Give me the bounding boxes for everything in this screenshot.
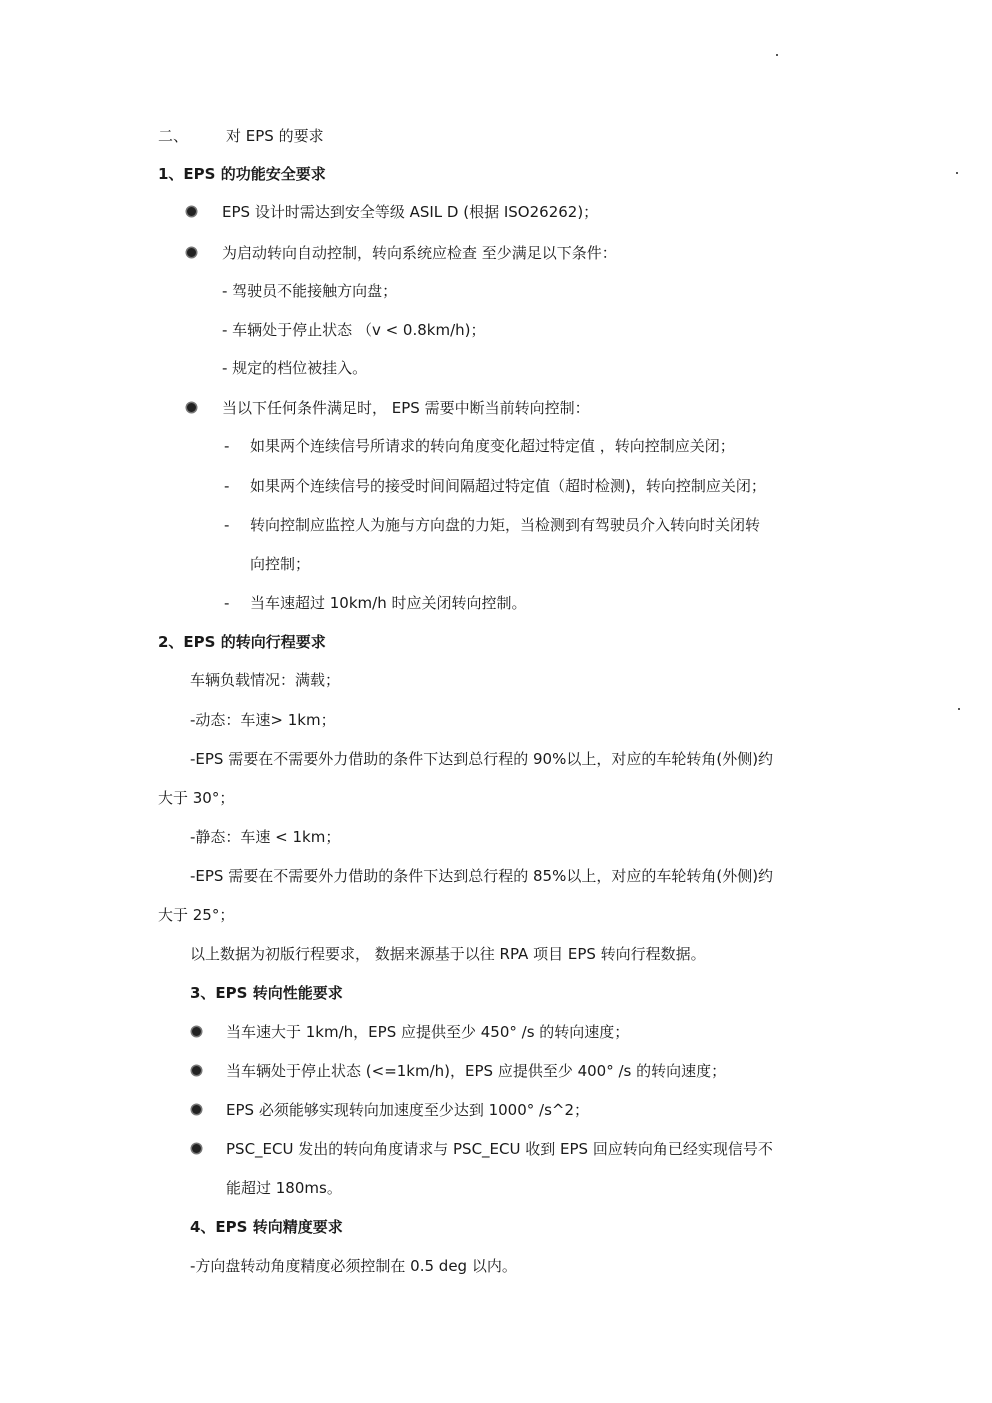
dash-marker: - [224, 477, 230, 495]
interrupt-item: 如果两个连续信号的接受时间间隔超过特定值（超时检测)，转向控制应关闭； [250, 477, 766, 495]
performance-item: EPS 必须能够实现转向加速度至少达到 1000° /s^2； [226, 1101, 590, 1119]
bullet-icon [192, 1066, 201, 1075]
performance-item: PSC_ECU 发出的转向角度请求与 PSC_ECU 收到 EPS 回应转向角已经实现信号不 [226, 1140, 773, 1158]
dash-marker: - [224, 594, 230, 612]
dash-marker: - [224, 516, 230, 534]
travel-line: -EPS 需要在不需要外力借助的条件下达到总行程的 90%以上，对应的车轮转角(外侧)约 [190, 750, 774, 768]
travel-line: 大于 30°； [158, 789, 235, 807]
travel-line: 以上数据为初版行程要求， 数据来源基于以往 RPA 项目 EPS 转向行程数据。 [190, 945, 706, 963]
interrupt-item: 转向控制应监控人为施与方向盘的力矩，当检测到有驾驶员介入转向时关闭转 [250, 516, 761, 534]
heading-safety: 1、EPS 的功能安全要求 [158, 165, 326, 183]
travel-line: 大于 25°； [158, 906, 235, 924]
bullet-icon [187, 207, 196, 216]
performance-item: 当车辆处于停止状态 (<=1km/h)，EPS 应提供至少 400° /s 的转向速度； [226, 1062, 727, 1080]
bullet-icon [187, 403, 196, 412]
bullet-icon [192, 1105, 201, 1114]
safety-bullet-2: 为启动转向自动控制，转向系统应检查 至少满足以下条件： [222, 244, 617, 262]
heading-performance: 3、EPS 转向性能要求 [190, 984, 343, 1002]
bullet-icon [192, 1144, 201, 1153]
performance-item: 当车速大于 1km/h，EPS 应提供至少 450° /s 的转向速度； [226, 1023, 630, 1041]
section-number: 二、 [158, 127, 189, 145]
interrupt-item: 当车速超过 10km/h 时应关闭转向控制。 [250, 594, 527, 612]
interrupt-item-cont: 向控制； [250, 555, 311, 573]
bullet-icon [192, 1027, 201, 1036]
precision-line: -方向盘转动角度精度必须控制在 0.5 deg 以内。 [190, 1257, 517, 1275]
travel-line: -EPS 需要在不需要外力借助的条件下达到总行程的 85%以上，对应的车轮转角(外侧)约 [190, 867, 774, 885]
travel-line: -静态：车速 < 1km； [190, 828, 341, 846]
travel-line: 车辆负载情况：满载； [190, 671, 341, 689]
scan-speck [776, 54, 778, 56]
condition-item: - 车辆处于停止状态 （v < 0.8km/h)； [222, 321, 486, 339]
condition-item: - 驾驶员不能接触方向盘； [222, 282, 398, 300]
heading-precision: 4、EPS 转向精度要求 [190, 1218, 343, 1236]
scan-speck [958, 708, 960, 710]
dash-marker: - [224, 437, 230, 455]
heading-travel: 2、EPS 的转向行程要求 [158, 633, 326, 651]
safety-bullet-3: 当以下任何条件满足时， EPS 需要中断当前转向控制： [222, 399, 590, 417]
safety-bullet-1: EPS 设计时需达到安全等级 ASIL D (根据 ISO26262)； [222, 203, 599, 221]
travel-line: -动态：车速> 1km； [190, 711, 336, 729]
interrupt-item: 如果两个连续信号所请求的转向角度变化超过特定值 ，转向控制应关闭； [250, 437, 735, 455]
condition-item: - 规定的档位被挂入。 [222, 359, 368, 377]
scan-speck [956, 172, 958, 174]
performance-item-cont: 能超过 180ms。 [226, 1179, 342, 1197]
bullet-icon [187, 248, 196, 257]
section-title: 对 EPS 的要求 [226, 127, 324, 145]
